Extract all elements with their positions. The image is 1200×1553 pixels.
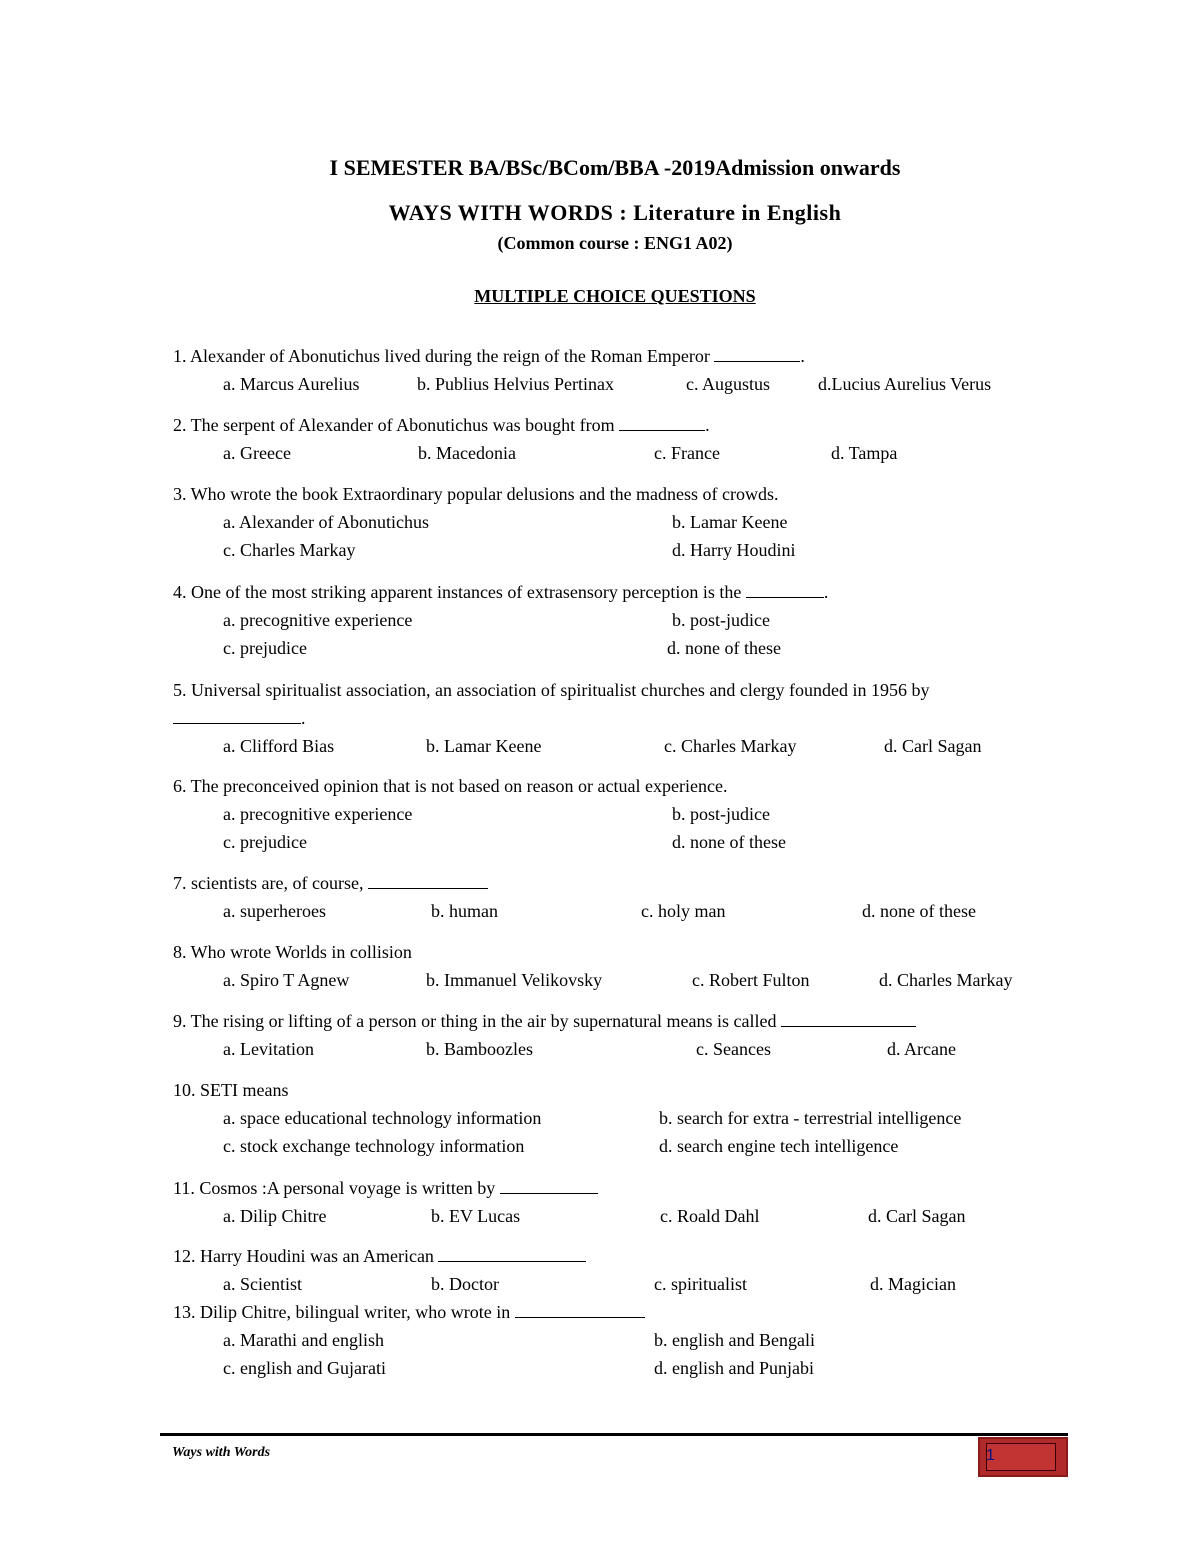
question-stem: 8. Who wrote Worlds in collision xyxy=(173,942,412,962)
question-stem: 10. SETI means xyxy=(173,1080,289,1100)
option-d: d. Harry Houdini xyxy=(672,540,796,560)
option-c: c. Charles Markay xyxy=(223,540,356,560)
header-line-3: (Common course : ENG1 A02) xyxy=(497,233,733,253)
question-stem: 7. scientists are, of course, xyxy=(173,869,1063,897)
option-d: d. none of these xyxy=(862,901,976,921)
option-d: d. Carl Sagan xyxy=(868,1206,966,1226)
option-b: b. search for extra - terrestrial intelligence xyxy=(659,1108,962,1128)
question-stem: 11. Cosmos :A personal voyage is written by xyxy=(173,1174,1063,1202)
answer-blank xyxy=(746,579,824,598)
option-a: a. space educational technology information xyxy=(223,1108,542,1128)
option-d: d. Arcane xyxy=(887,1039,956,1059)
option-b: b. english and Bengali xyxy=(654,1330,815,1350)
option-b: b. Doctor xyxy=(431,1274,499,1294)
option-c: c. stock exchange technology information xyxy=(223,1136,525,1156)
question-stem: 3. Who wrote the book Extraordinary popular delusions and the madness of crowds. xyxy=(173,484,779,504)
option-d: d. none of these xyxy=(667,638,781,658)
option-c: c. holy man xyxy=(641,901,726,921)
option-a: a. superheroes xyxy=(223,901,326,921)
option-b: b. EV Lucas xyxy=(431,1206,521,1226)
option-a: a. Levitation xyxy=(223,1039,314,1059)
option-a: a. Greece xyxy=(223,443,291,463)
option-d: d. Magician xyxy=(870,1274,956,1294)
option-a: a. precognitive experience xyxy=(223,610,413,630)
answer-blank xyxy=(368,870,488,889)
option-c: c. prejudice xyxy=(223,832,307,852)
option-c: c. prejudice xyxy=(223,638,307,658)
answer-blank xyxy=(173,705,301,724)
question-1 xyxy=(173,342,1063,398)
answer-blank xyxy=(781,1008,916,1027)
question-13 xyxy=(173,1298,1063,1382)
question-stem: 1. Alexander of Abonutichus lived during the reign of the Roman Emperor . xyxy=(173,342,1063,370)
question-stem: 2. The serpent of Alexander of Abonutichus was bought from . xyxy=(173,411,1063,439)
option-d: d. Charles Markay xyxy=(879,970,1013,990)
footer-title: Ways with Words xyxy=(172,1445,271,1460)
option-d: d. search engine tech intelligence xyxy=(659,1136,899,1156)
question-3 xyxy=(173,480,1063,564)
option-c: c. Seances xyxy=(696,1039,771,1059)
option-a: a. Dilip Chitre xyxy=(223,1206,327,1226)
question-8 xyxy=(173,938,1063,994)
header-line-2: WAYS WITH WORDS : Literature in English xyxy=(388,200,842,225)
question-stem: 13. Dilip Chitre, bilingual writer, who wrote in xyxy=(173,1298,1063,1326)
answer-blank xyxy=(515,1299,645,1318)
header-line-1: I SEMESTER BA/BSc/BCom/BBA -2019Admission onwards xyxy=(329,155,901,180)
option-a: a. Marcus Aurelius xyxy=(223,374,360,394)
question-stem: 9. The rising or lifting of a person or thing in the air by supernatural means is called xyxy=(173,1007,1063,1035)
question-4 xyxy=(173,578,1063,662)
option-d: d.Lucius Aurelius Verus xyxy=(818,374,992,394)
question-stem: 5. Universal spiritualist association, an association of spiritualist churches and clergy founded in 1956 by . xyxy=(173,680,930,728)
footer-divider xyxy=(160,1433,1068,1436)
option-b: b. Lamar Keene xyxy=(426,736,542,756)
question-stem: 4. One of the most striking apparent instances of extrasensory perception is the . xyxy=(173,578,1063,606)
question-9 xyxy=(173,1007,1063,1063)
option-c: c. Roald Dahl xyxy=(660,1206,760,1226)
option-c: c. spiritualist xyxy=(654,1274,747,1294)
option-c: c. Robert Fulton xyxy=(692,970,810,990)
page-number-box xyxy=(978,1437,1068,1477)
option-a: a. Alexander of Abonutichus xyxy=(223,512,429,532)
question-12 xyxy=(173,1242,1063,1298)
option-b: b. post-judice xyxy=(672,610,770,630)
page-number: 1 xyxy=(986,1447,995,1464)
answer-blank xyxy=(438,1243,586,1262)
answer-blank xyxy=(500,1175,598,1194)
option-c: c. Augustus xyxy=(686,374,771,394)
option-c: c. Charles Markay xyxy=(664,736,797,756)
section-heading: MULTIPLE CHOICE QUESTIONS xyxy=(474,286,756,306)
option-b: b. Lamar Keene xyxy=(672,512,788,532)
option-d: d. english and Punjabi xyxy=(654,1358,814,1378)
option-a: a. Spiro T Agnew xyxy=(223,970,350,990)
option-c: c. english and Gujarati xyxy=(223,1358,386,1378)
option-b: b. human xyxy=(431,901,498,921)
option-d: d. Tampa xyxy=(831,443,898,463)
option-b: b. Immanuel Velikovsky xyxy=(426,970,603,990)
question-2 xyxy=(173,411,1063,467)
option-a: a. Clifford Bias xyxy=(223,736,335,756)
option-d: d. none of these xyxy=(672,832,786,852)
question-stem: 6. The preconceived opinion that is not based on reason or actual experience. xyxy=(173,776,728,796)
question-stem: 12. Harry Houdini was an American xyxy=(173,1242,1063,1270)
option-b: b. Macedonia xyxy=(418,443,516,463)
option-d: d. Carl Sagan xyxy=(884,736,982,756)
answer-blank xyxy=(714,343,800,362)
question-10 xyxy=(173,1076,1063,1160)
option-c: c. France xyxy=(654,443,720,463)
option-a: a. Marathi and english xyxy=(223,1330,384,1350)
question-11 xyxy=(173,1174,1063,1230)
question-5 xyxy=(173,676,1058,760)
option-b: b. post-judice xyxy=(672,804,770,824)
option-b: b. Bamboozles xyxy=(426,1039,533,1059)
question-7 xyxy=(173,869,1063,925)
question-6 xyxy=(173,772,1063,856)
option-b: b. Publius Helvius Pertinax xyxy=(417,374,614,394)
option-a: a. precognitive experience xyxy=(223,804,413,824)
answer-blank xyxy=(619,412,705,431)
page-number-inner xyxy=(986,1443,1056,1471)
option-a: a. Scientist xyxy=(223,1274,302,1294)
